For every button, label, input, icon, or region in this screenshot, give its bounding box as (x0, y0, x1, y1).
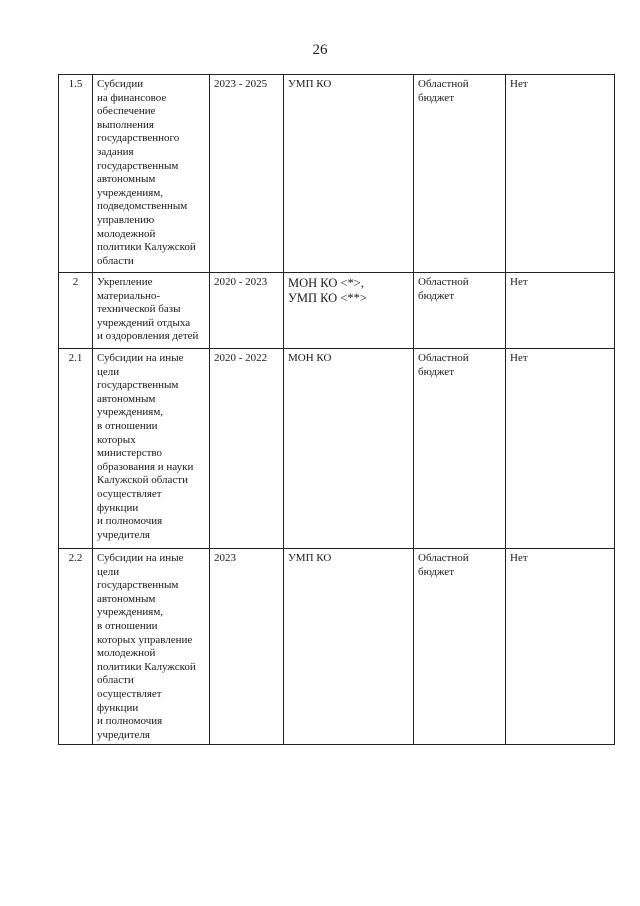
period-cell: 2020 - 2022 (210, 349, 284, 549)
executor-cell: МОН КО <*>, УМП КО <**> (284, 273, 414, 349)
table-row (59, 273, 615, 349)
activity-name: Укрепление материально- технической базы учреждений отдыха и оздоровления детей (93, 273, 210, 349)
executor-cell: УМП КО (284, 75, 414, 273)
table-row (59, 75, 615, 273)
program-table (58, 74, 615, 745)
activity-name: Субсидии на иные цели государственным автономным учреждениям, в отношении которых министерство образования и науки Калужской области осуществляет функции и полномочия учредителя (93, 349, 210, 549)
extra-cell: Нет (506, 273, 615, 349)
funding-source-cell: Областной бюджет (414, 273, 506, 349)
executor-cell: МОН КО (284, 349, 414, 549)
period-cell: 2023 - 2025 (210, 75, 284, 273)
row-number: 2 (59, 273, 93, 349)
funding-source-cell: Областной бюджет (414, 349, 506, 549)
funding-source-cell: Областной бюджет (414, 549, 506, 745)
page-number: 26 (312, 42, 328, 58)
row-number: 1.5 (59, 75, 93, 273)
extra-cell: Нет (506, 549, 615, 745)
extra-cell: Нет (506, 75, 615, 273)
activity-name: Субсидии на финансовое обеспечение выполнения государственного задания государственным автономным учреждениям, подведомственным управлению молодежной политики Калужской области (93, 75, 210, 273)
row-number: 2.1 (59, 349, 93, 549)
activity-name: Субсидии на иные цели государственным автономным учреждениям, в отношении которых управление молодежной политики Калужской области осуществляет функции и полномочия учредителя (93, 549, 210, 745)
funding-source-cell: Областной бюджет (414, 75, 506, 273)
extra-cell: Нет (506, 349, 615, 549)
row-number: 2.2 (59, 549, 93, 745)
period-cell: 2020 - 2023 (210, 273, 284, 349)
period-cell: 2023 (210, 549, 284, 745)
executor-cell: УМП КО (284, 549, 414, 745)
table-row (59, 549, 615, 745)
table-row (59, 349, 615, 549)
